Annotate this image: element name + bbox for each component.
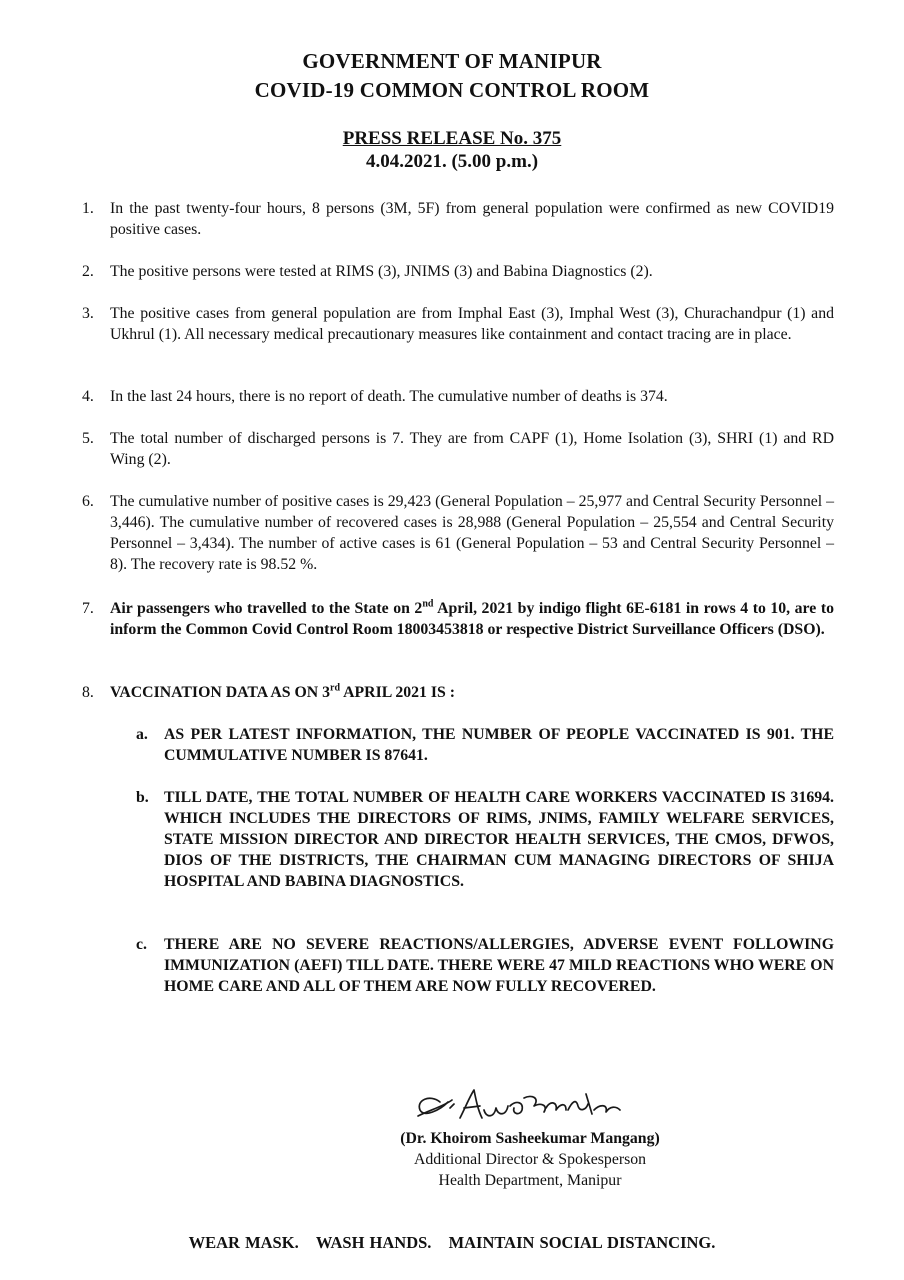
- header-control-room: COVID-19 COMMON CONTROL ROOM: [254, 78, 650, 102]
- item-text: The cumulative number of positive cases is 29,423 (General Population – 25,977 and Central Security Personnel – 3,446). The cumulative number of recovered cases is 28,988 (General Population – 25,554 and Central Security Personnel – 3,434). The number of active cases is 61 (General Population – 53 and Central Security Personnel – 8). The recovery rate is 98.52 %.: [110, 493, 834, 573]
- item-text: In the past twenty-four hours, 8 persons (3M, 5F) from general population were confirmed as new COVID19 positive cases.: [110, 200, 834, 238]
- sub-item-text: TILL DATE, THE TOTAL NUMBER OF HEALTH CARE WORKERS VACCINATED IS 31694. WHICH INCLUDES THE DIRECTORS OF RIMS, JNIMS, FAMILY WELFARE SERVICES, STATE MISSION DIRECTOR AND DIRECTOR HEALTH SERVICES, THE CMOS, DFWOS, DIOS OF THE DISTRICTS, THE CHAIRMAN CUM MANAGING DIRECTORS OF SHIJA HOSPITAL AND BABINA DIAGNOSTICS.: [164, 789, 834, 890]
- item-text: The total number of discharged persons is 7. They are from CAPF (1), Home Isolation (3), SHRI (1) and RD Wing (2).: [110, 430, 834, 468]
- item-number: 7.: [82, 600, 94, 617]
- item-number: 3.: [82, 305, 94, 322]
- handwritten-signature: [410, 1080, 630, 1128]
- item-number: 6.: [82, 493, 94, 510]
- signatory-department: Health Department, Manipur: [438, 1172, 622, 1189]
- signatory-designation: Additional Director & Spokesperson: [413, 1151, 647, 1168]
- list-item: [82, 198, 834, 240]
- list-item: [82, 303, 834, 345]
- sub-item-letter: a.: [136, 726, 148, 743]
- item-text: The positive cases from general population are from Imphal East (3), Imphal West (3), Churachandpur (1) and Ukhrul (1). All necessary medical precautionary measures like containment and contact tracing are in place.: [110, 305, 834, 343]
- sub-item-letter: b.: [136, 789, 149, 806]
- sub-item-b: [136, 787, 834, 892]
- sub-item-a: [136, 724, 834, 766]
- sub-item-letter: c.: [136, 936, 147, 953]
- item-number: 1.: [82, 200, 94, 217]
- item-text: In the last 24 hours, there is no report of death. The cumulative number of deaths is 374.: [110, 388, 668, 405]
- list-item: [82, 386, 834, 407]
- item-number: 2.: [82, 263, 94, 280]
- item-number: 4.: [82, 388, 94, 405]
- footer-wear-mask: WEAR MASK.: [188, 1233, 299, 1252]
- list-item-air-passengers: [82, 598, 834, 640]
- signatory-name: (Dr. Khoirom Sasheekumar Mangang): [400, 1130, 660, 1147]
- list-item: [82, 261, 834, 282]
- footer-social-distancing: MAINTAIN SOCIAL DISTANCING.: [448, 1233, 716, 1252]
- sub-item-c: [136, 934, 834, 997]
- list-item: [82, 428, 834, 470]
- list-item: [82, 491, 834, 575]
- item-text: VACCINATION DATA AS ON 3rd APRIL 2021 IS :: [110, 682, 456, 701]
- item-number: 5.: [82, 430, 94, 447]
- press-release-title: PRESS RELEASE No. 375: [342, 128, 562, 149]
- press-release-date: 4.04.2021. (5.00 p.m.): [365, 151, 539, 172]
- sub-item-text: AS PER LATEST INFORMATION, THE NUMBER OF PEOPLE VACCINATED IS 901. THE CUMMULATIVE NUMBER IS 87641.: [164, 726, 834, 764]
- item-number: 8.: [82, 684, 94, 701]
- item-text: The positive persons were tested at RIMS (3), JNIMS (3) and Babina Diagnostics (2).: [110, 263, 653, 280]
- sub-item-text: THERE ARE NO SEVERE REACTIONS/ALLERGIES, ADVERSE EVENT FOLLOWING IMMUNIZATION (AEFI) TILL DATE. THERE WERE 47 MILD REACTIONS WHO WERE ON HOME CARE AND ALL OF THEM ARE NOW FULLY RECOVERED.: [164, 936, 834, 995]
- header-government: GOVERNMENT OF MANIPUR: [302, 49, 602, 73]
- list-item-vaccination-heading: [82, 682, 834, 703]
- item-text: Air passengers who travelled to the State on 2nd April, 2021 by indigo flight 6E-6181 in rows 4 to 10, are to inform the Common Covid Control Room 18003453818 or respective District Surveillance Officers (DSO).: [110, 598, 834, 638]
- footer-wash-hands: WASH HANDS.: [315, 1233, 432, 1252]
- footer-slogan: [0, 1232, 904, 1254]
